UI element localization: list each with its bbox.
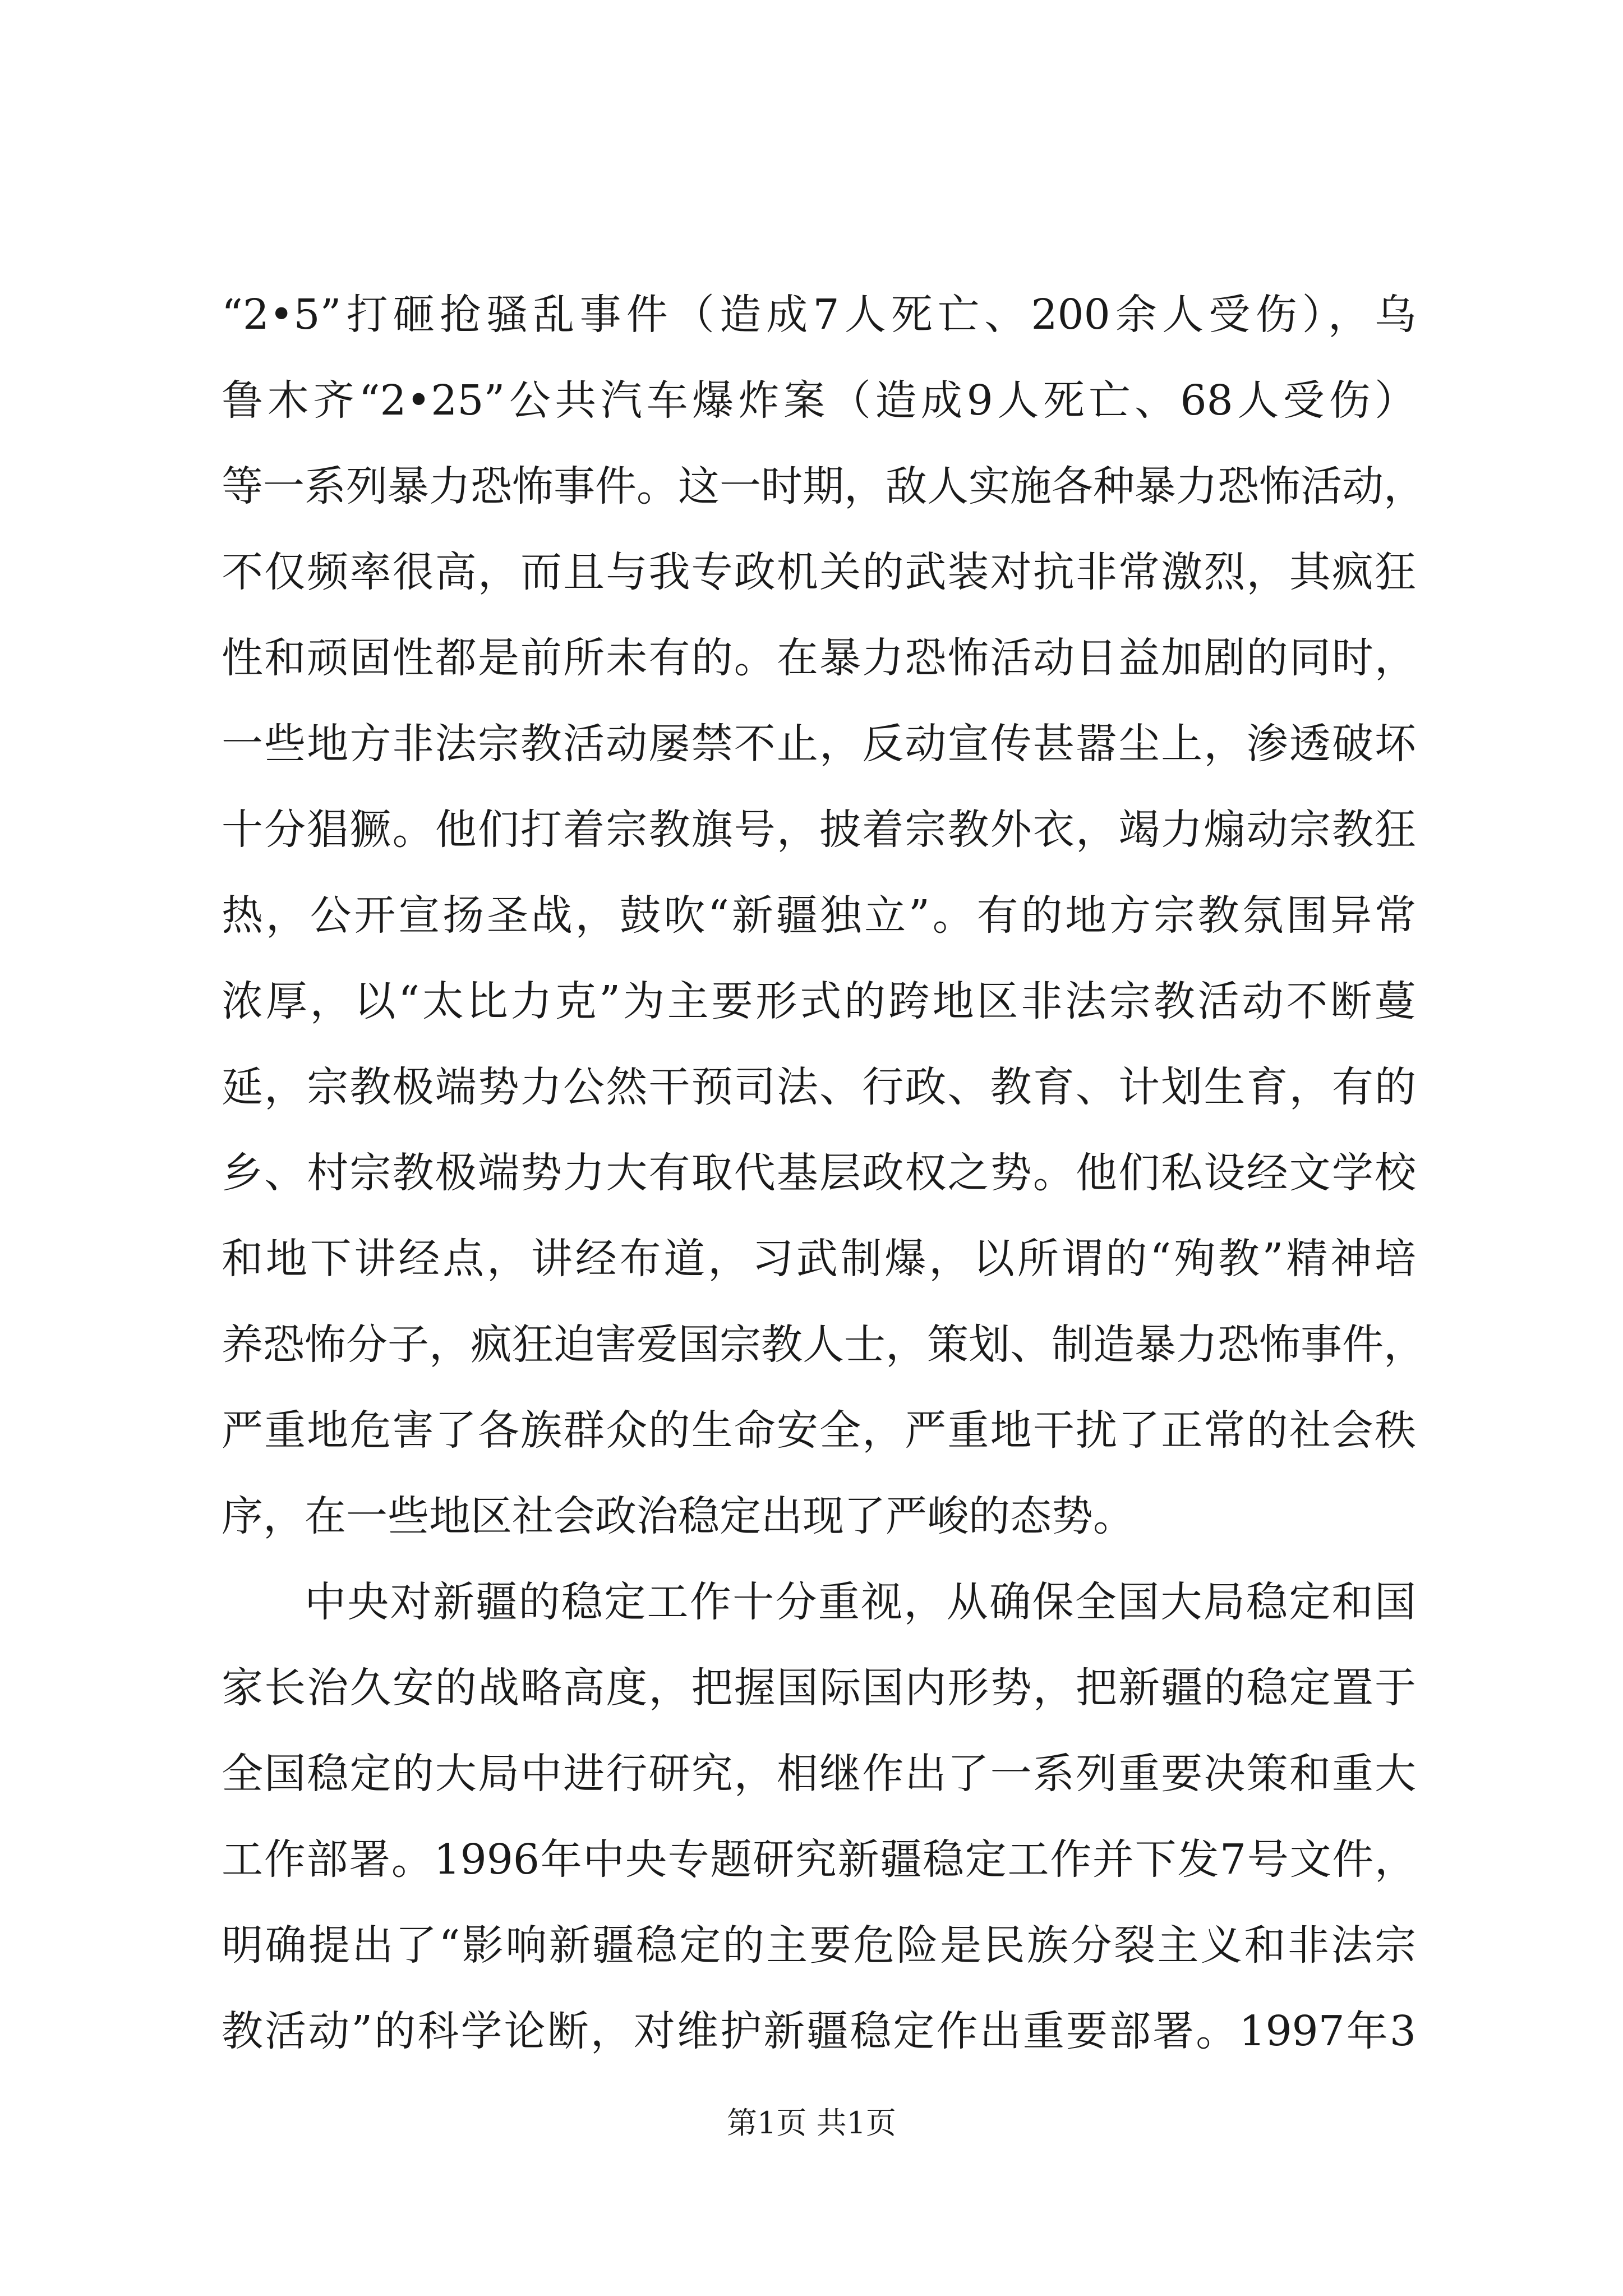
page-number-label: 第1页 共1页 [727, 2105, 896, 2141]
paragraph-1-line-11: 乡、村宗教极端势力大有取代基层政权之势。他们私设经文学校 [222, 1149, 1416, 1197]
paragraph-1-line-6: 一些地方非法宗教活动屡禁不止，反动宣传甚嚣尘上，渗透破坏 [222, 720, 1416, 768]
paragraph-1-line-14: 严重地危害了各族群众的生命安全，严重地干扰了正常的社会秩 [222, 1406, 1416, 1455]
paragraph-1-line-13: 养恐怖分子，疯狂迫害爱国宗教人士，策划、制造暴力恐怖事件， [222, 1320, 1425, 1369]
paragraph-2-line-5: 明确提出了“影响新疆稳定的主要危险是民族分裂主义和非法宗 [222, 1921, 1416, 1970]
paragraph-1-line-8: 热，公开宣扬圣战，鼓吹“新疆独立”。有的地方宗教氛围异常 [222, 891, 1416, 940]
paragraph-1-line-2: 鲁木齐“2•25”公共汽车爆炸案（造成9人死亡、68人受伤） [222, 376, 1416, 425]
paragraph-2-line-4: 工作部署。1996年中央专题研究新疆稳定工作并下发7号文件， [222, 1835, 1416, 1884]
paragraph-1-line-3: 等一系列暴力恐怖事件。这一时期，敌人实施各种暴力恐怖活动， [222, 462, 1425, 510]
paragraph-1-line-15: 序，在一些地区社会政治稳定出现了严峻的态势。 [222, 1492, 1135, 1540]
paragraph-2-line-6: 教活动”的科学论断，对维护新疆稳定作出重要部署。1997年3 [222, 2007, 1416, 2055]
page-footer [0, 2104, 1623, 2143]
paragraph-2-line-2: 家长治久安的战略高度，把握国际国内形势，把新疆的稳定置于 [222, 1664, 1416, 1712]
paragraph-1-line-5: 性和顽固性都是前所未有的。在暴力恐怖活动日益加剧的同时， [222, 634, 1416, 682]
paragraph-1-line-10: 延，宗教极端势力公然干预司法、行政、教育、计划生育，有的 [222, 1063, 1416, 1111]
paragraph-1-line-7: 十分猖獗。他们打着宗教旗号，披着宗教外衣，竭力煽动宗教狂 [222, 806, 1416, 854]
paragraph-2-line-3: 全国稳定的大局中进行研究，相继作出了一系列重要决策和重大 [222, 1750, 1416, 1798]
paragraph-1-line-1: “2•5”打砸抢骚乱事件（造成7人死亡、200余人受伤），乌 [222, 291, 1416, 339]
document-body [222, 272, 1425, 2074]
paragraph-1-line-12: 和地下讲经点，讲经布道，习武制爆，以所谓的“殉教”精神培 [222, 1235, 1416, 1283]
paragraph-2-line-1: 中央对新疆的稳定工作十分重视，从确保全国大局稳定和国 [305, 1578, 1416, 1626]
paragraph-1-line-4: 不仅频率很高，而且与我专政机关的武装对抗非常激烈，其疯狂 [222, 548, 1416, 596]
paragraph-1-line-9: 浓厚，以“太比力克”为主要形式的跨地区非法宗教活动不断蔓 [222, 977, 1416, 1025]
